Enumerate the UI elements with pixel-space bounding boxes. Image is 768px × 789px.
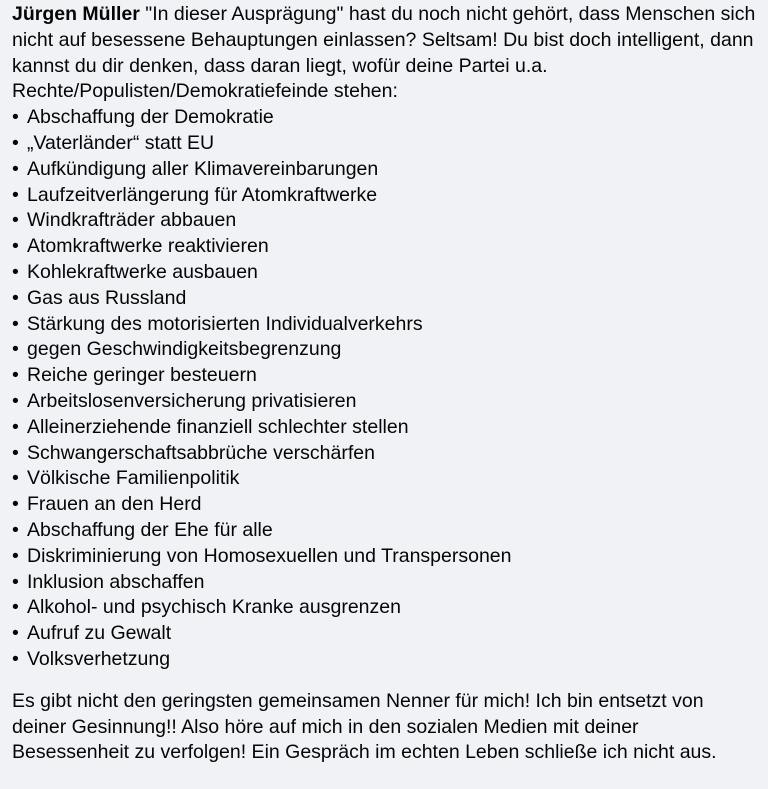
bullet-marker: • xyxy=(12,364,19,387)
list-item-text: Windkrafträder abbauen xyxy=(27,209,237,232)
list-item-text: Aufkündigung aller Klimavereinbarungen xyxy=(27,157,379,180)
list-item-text: Inklusion abschaffen xyxy=(27,570,205,593)
list-item-text: Kohlekraftwerke ausbauen xyxy=(27,260,258,283)
list-item xyxy=(12,157,756,183)
list-item xyxy=(12,105,756,131)
comment-intro xyxy=(12,2,756,105)
bullet-marker: • xyxy=(12,260,19,283)
list-item-text: Alkohol- und psychisch Kranke ausgrenzen xyxy=(27,596,401,619)
bullet-marker: • xyxy=(12,596,19,619)
list-item-text: Diskriminierung von Homosexuellen und Transpersonen xyxy=(27,544,512,567)
bullet-marker: • xyxy=(12,286,19,309)
list-item-text: Volksverhetzung xyxy=(27,647,171,670)
list-item-text: Gas aus Russland xyxy=(27,286,187,309)
bullet-marker: • xyxy=(12,209,19,232)
list-item xyxy=(12,286,756,312)
bullet-marker: • xyxy=(12,544,19,567)
bullet-marker: • xyxy=(12,570,19,593)
list-item xyxy=(12,570,756,596)
list-item-text: Laufzeitverlängerung für Atomkraftwerke xyxy=(27,183,378,206)
bullet-marker: • xyxy=(12,493,19,516)
comment-author-name[interactable]: Jürgen Müller xyxy=(12,3,140,25)
bullet-list xyxy=(12,105,756,673)
list-item-text: Reiche geringer besteuern xyxy=(27,364,257,387)
list-item xyxy=(12,260,756,286)
list-item xyxy=(12,466,756,492)
comment-intro-text: "In dieser Ausprägung" hast du noch nicht gehört, dass Menschen sich nicht auf besessene Behauptungen einlassen? Seltsam! Du bist doch intelligent, dann kannst du dir denken, dass daran liegt, wofür deine Partei u.a. Rechte/Populisten/Demokratiefeinde stehen: xyxy=(12,3,756,103)
bullet-marker: • xyxy=(12,183,19,206)
bullet-marker: • xyxy=(12,467,19,490)
list-item-text: Frauen an den Herd xyxy=(27,493,202,516)
list-item xyxy=(12,621,756,647)
list-item xyxy=(12,234,756,260)
list-item-text: Atomkraftwerke reaktivieren xyxy=(27,235,269,258)
bullet-marker: • xyxy=(12,312,19,335)
list-item-text: Stärkung des motorisierten Individualverkehrs xyxy=(27,312,423,335)
bullet-marker: • xyxy=(12,338,19,361)
list-item xyxy=(12,415,756,441)
list-item xyxy=(12,363,756,389)
bullet-marker: • xyxy=(12,441,19,464)
list-item xyxy=(12,492,756,518)
comment-outro-text: Es gibt nicht den geringsten gemeinsamen Nenner für mich! Ich bin entsetzt von deiner Gesinnung!! Also höre auf mich in den sozialen Medien mit deiner Besessenheit zu verfolgen! Ein Gespräch im echten Leben schließe ich nicht aus. xyxy=(12,689,717,764)
bullet-marker: • xyxy=(12,415,19,438)
list-item-text: Völkische Familienpolitik xyxy=(27,467,240,490)
list-item xyxy=(12,131,756,157)
list-item xyxy=(12,595,756,621)
list-item-text: Arbeitslosenversicherung privatisieren xyxy=(27,389,357,412)
bullet-marker: • xyxy=(12,518,19,541)
bullet-marker: • xyxy=(12,235,19,258)
list-item-text: „Vaterländer“ statt EU xyxy=(27,131,215,154)
list-item xyxy=(12,337,756,363)
bullet-marker: • xyxy=(12,622,19,645)
list-item-text: Alleinerziehende finanziell schlechter stellen xyxy=(27,415,409,438)
bullet-marker: • xyxy=(12,131,19,154)
list-item xyxy=(12,389,756,415)
list-item xyxy=(12,518,756,544)
bullet-marker: • xyxy=(12,647,19,670)
list-item xyxy=(12,544,756,570)
list-item-text: Aufruf zu Gewalt xyxy=(27,622,172,645)
list-item-text: Schwangerschaftsabbrüche verschärfen xyxy=(27,441,375,464)
list-item xyxy=(12,183,756,209)
list-item-text: Abschaffung der Ehe für alle xyxy=(27,518,273,541)
bullet-marker: • xyxy=(12,157,19,180)
bullet-marker: • xyxy=(12,389,19,412)
list-item xyxy=(12,647,756,673)
list-item-text: gegen Geschwindigkeitsbegrenzung xyxy=(27,338,342,361)
bullet-marker: • xyxy=(12,106,19,129)
list-item-text: Abschaffung der Demokratie xyxy=(27,106,274,129)
list-item xyxy=(12,312,756,338)
list-item xyxy=(12,441,756,467)
list-item xyxy=(12,208,756,234)
